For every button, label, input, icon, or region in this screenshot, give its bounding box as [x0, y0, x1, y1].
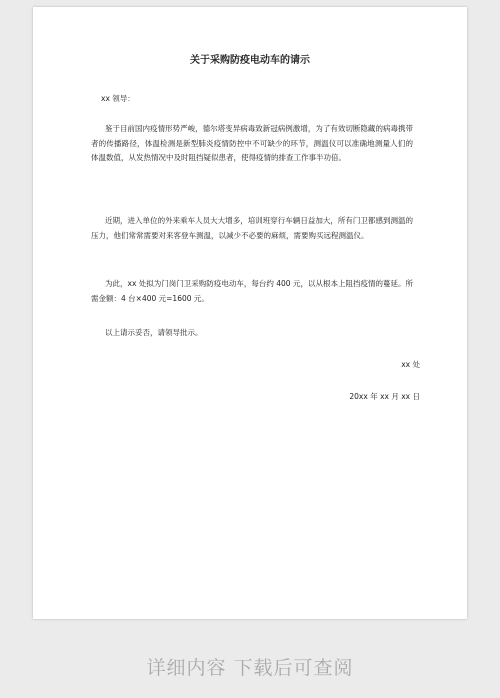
date-line: 20xx 年 xx 月 xx 日 [349, 392, 420, 401]
signature: xx 处 [401, 360, 420, 369]
paragraph-2: 近期，进入单位的外来乘车人员大大增多，培训班穿行车辆日益加大，所有门卫都感到测温的压力，他们常常需要对来客登车测温，以减少不必要的麻烦，需要购买远程测温仪。 [91, 216, 413, 240]
salutation: xx 领导： [101, 94, 135, 103]
document-title: 关于采购防疫电动车的请示 [190, 55, 310, 66]
paragraph-4: 以上请示妥否，请领导批示。 [105, 328, 203, 337]
download-hint[interactable]: 详细内容 下载后可查阅 [146, 657, 354, 679]
paragraph-1: 鉴于目前国内疫情形势严峻，德尔塔变异病毒致新冠病例激增，为了有效切断隐藏的病毒携带者的传播路径，体温检测是新型肺炎疫情防控中不可缺少的环节，测温仪可以准确地测量人们的体温数值，从发热情况中及时阻挡疑似患者，使得疫情的排查工作事半功倍。 [91, 124, 413, 162]
paragraph-3: 为此，xx 处拟为门岗门卫采购防疫电动车，每台约 400 元，以从根本上阻挡疫情的蔓延。所需金额：4 台×400 元=1600 元。 [91, 279, 413, 303]
document-page [33, 7, 467, 619]
